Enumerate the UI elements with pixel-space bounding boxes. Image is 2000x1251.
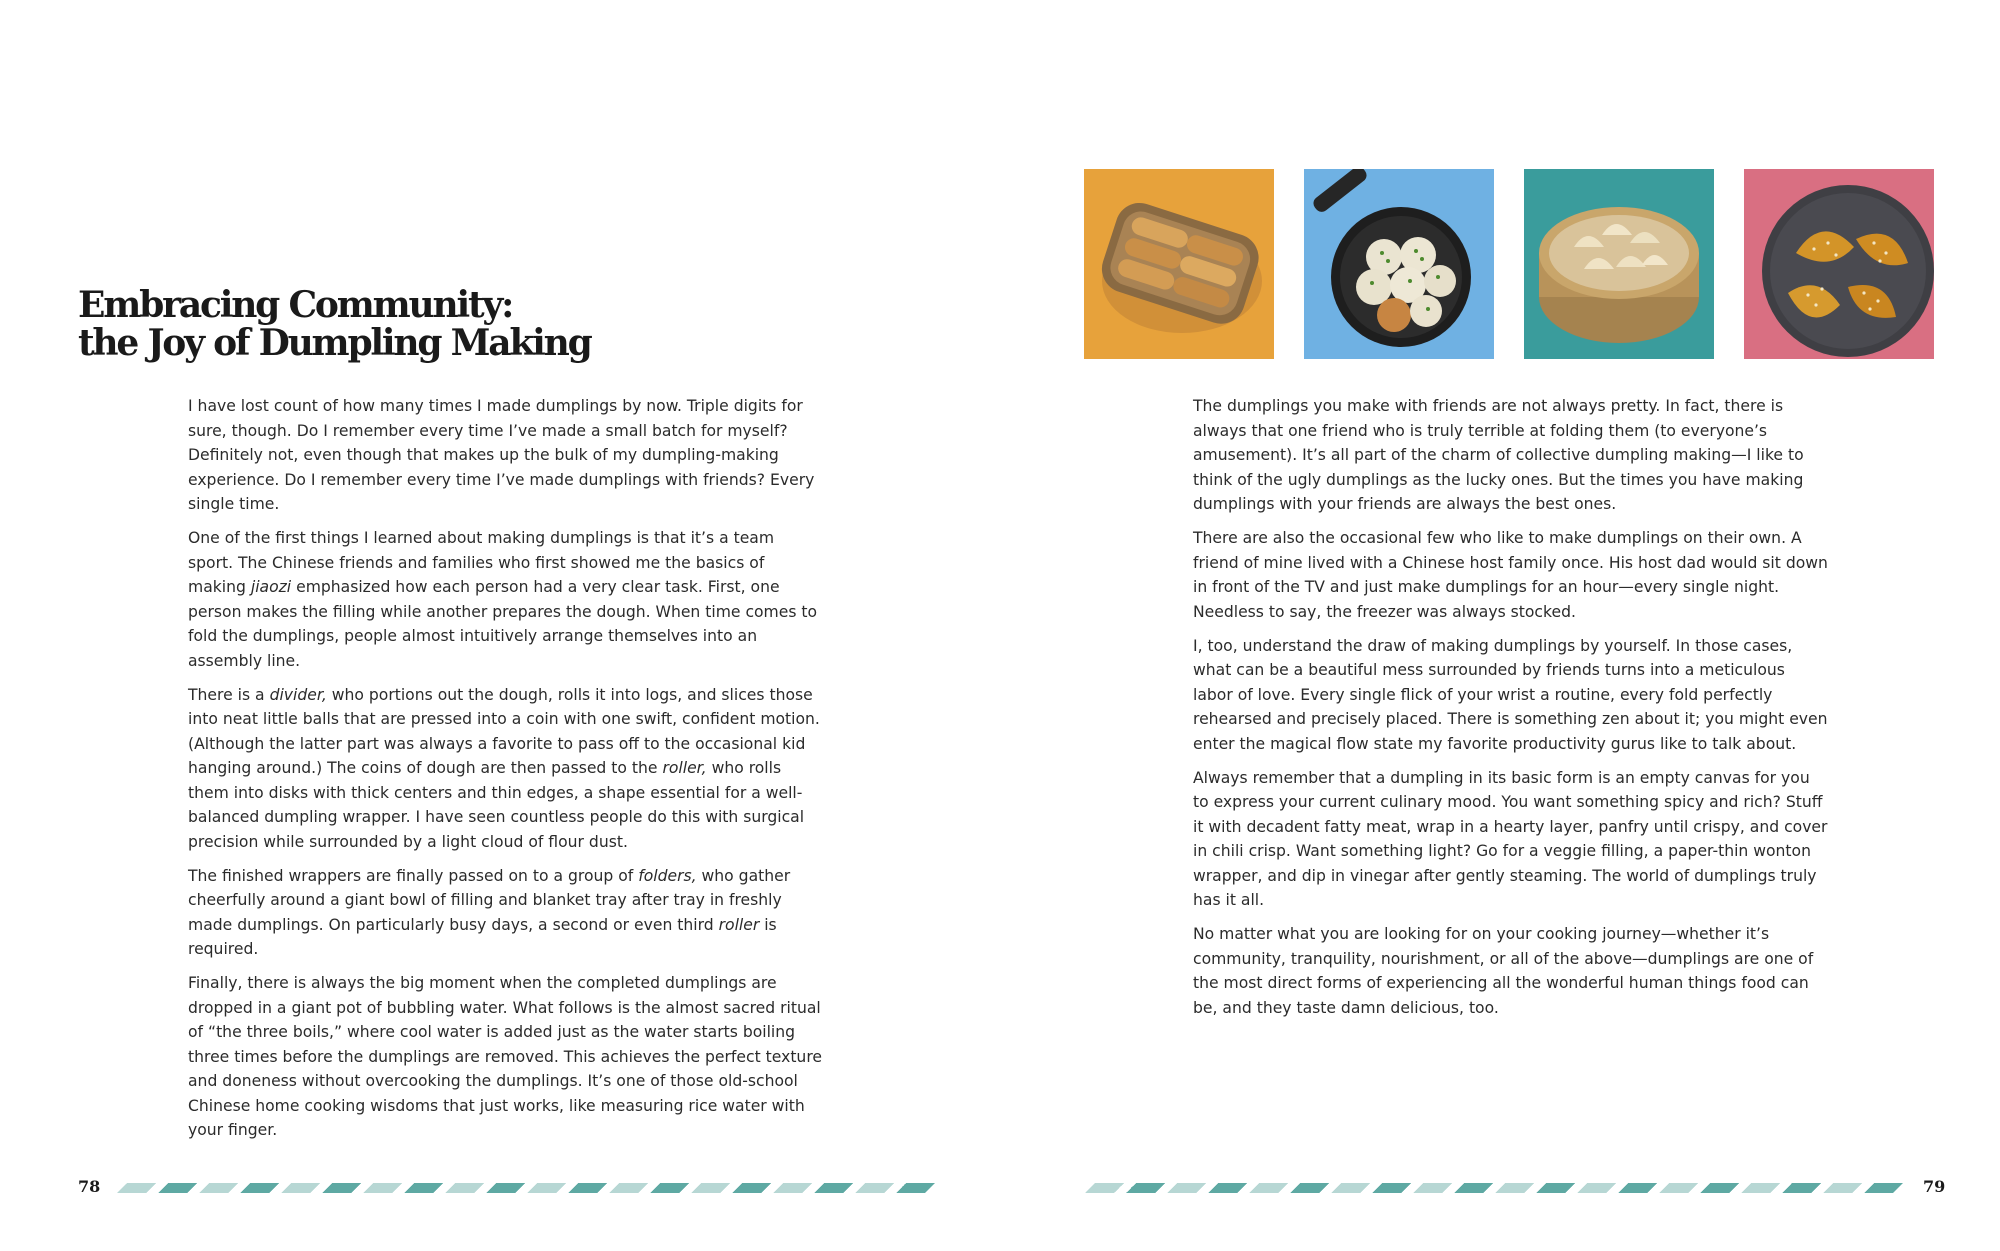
chapter-title [78,286,591,362]
paragraph: I have lost count of how many times I made dumplings by now. Triple digits for sure, though. Do I remember every time I’ve made a small batch for myself? Definitely not, even though that makes up the bulk of my dumpling-making experience. Do I remember every time I’ve made dumplings with friends? Every single time. [188,397,815,513]
egg-rolls-photo [1084,169,1274,359]
decorative-stripe-right [1085,1183,1903,1193]
steamer-dumplings-photo [1524,169,1714,359]
italic-term: roller, [662,759,707,777]
italic-term: jiaozi [250,578,292,596]
right-body-text [1193,394,1829,1020]
italic-term: divider, [269,685,327,704]
paragraph: The finished wrappers are finally passed on to a group of folders, who gather cheerfully around a giant bowl of filling and blanket tray after tray in freshly made dumplings. On particularly busy days, a second or even third roller is required. [188,866,791,958]
right-page [1000,0,2000,1251]
right-footer [1000,1176,2000,1198]
italic-term: folders, [638,866,697,885]
pan-fried-buns-image [1304,169,1494,359]
paragraph: One of the first things I learned about making dumplings is that it’s a team sport. The Chinese friends and families who first showed me the basics of making jiaozi emphasized how each person had a very clear task. First, one person makes the filling while another prepares the dough. When time comes to fold the dumplings, people almost intuitively arrange themselves into an assembly line. [188,529,818,670]
left-body-text [188,394,824,1143]
left-footer [0,1176,1000,1198]
title-line-2: the Joy of Dumpling Making [78,322,591,364]
decorative-stripe-left [117,1183,935,1193]
pan-fried-buns-photo [1304,169,1494,359]
golden-dumplings-image [1744,169,1934,359]
paragraph: No matter what you are looking for on your cooking journey—whether it’s community, tranquility, nourishment, or all of the above—dumplings are one of the most direct forms of experiencing all the wonderful human things food can be, and they taste damn delicious, too. [1193,925,1814,1017]
egg-rolls-image [1084,169,1274,359]
photo-strip [1084,169,1936,359]
paragraph: There is a divider, who portions out the dough, rolls it into logs, and slices those into neat little balls that are pressed into a coin with one swift, confident motion. (Although the latter part was always a favorite to pass off to the occasional kid hanging around.) The coins of dough are then passed to the roller, who rolls them into disks with thick centers and thin edges, a shape essential for a well-balanced dumpling wrapper. I have seen countless people do this with surgical precision while surrounded by a light cloud of flour dust. [188,685,820,851]
paragraph: There are also the occasional few who like to make dumplings on their own. A friend of mine lived with a Chinese host family once. His host dad would sit down in front of the TV and just make dumplings for an hour—every single night. Needless to say, the freezer was always stocked. [1193,529,1828,621]
paragraph: Always remember that a dumpling in its basic form is an empty canvas for you to express your current culinary mood. You want something spicy and rich? Stuff it with decadent fatty meat, wrap in a hearty layer, panfry until crispy, and cover in chili crisp. Want something light? Go for a veggie filling, a paper-thin wonton wrapper, and dip in vinegar after gently steaming. The world of dumplings truly has it all. [1193,768,1828,909]
paragraph: I, too, understand the draw of making dumplings by yourself. In those cases, what can be a beautiful mess surrounded by friends turns into a meticulous labor of love. Every single flick of your wrist a routine, every fold perfectly rehearsed and precisely placed. There is something zen about it; you might even enter the magical flow state my favorite productivity gurus like to talk about. [1193,636,1828,753]
paragraph: Finally, there is always the big moment when the completed dumplings are dropped in a giant pot of bubbling water. What follows is the almost sacred ritual of “the three boils,” where cool water is added just as the water starts boiling three times before the dumplings are removed. This achieves the perfect texture and doneness without overcooking the dumplings. It’s one of those old-school Chinese home cooking wisdoms that just works, like measuring rice water with your finger. [188,974,822,1139]
page-number-left: 78 [78,1177,101,1196]
italic-term: roller [718,915,760,934]
paragraph: The dumplings you make with friends are not always pretty. In fact, there is always that one friend who is truly terrible at folding them (to everyone’s amusement). It’s all part of the charm of collective dumpling making—I like to think of the ugly dumplings as the lucky ones. But the times you have making dumplings with your friends are always the best ones. [1193,397,1804,513]
golden-dumplings-photo [1744,169,1934,359]
page-number-right: 79 [1923,1177,1946,1196]
steamer-dumplings-image [1524,169,1714,359]
title-line-1: Embracing Community: [78,284,513,326]
